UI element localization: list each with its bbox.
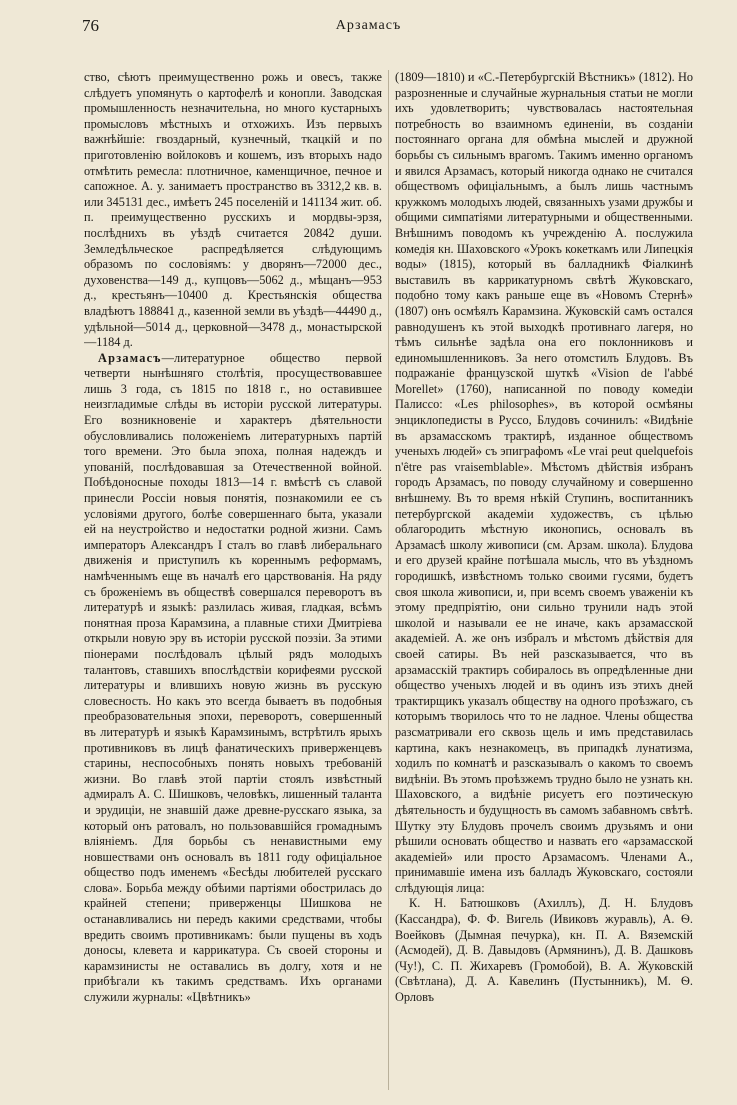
- paragraph-uezd-economy: ство, сѣютъ преимущественно рожь и овесъ, также слѣдуетъ упомянуть о картофелѣ и конопли. Заводская промышленность незначительна, но много кустарныхъ промысловъ мѣстныхъ и отхожихъ. Изъ первыхъ важнѣйшіе: гвоздарный, кузнечный, ткацкій и по приготовленію войлоковъ и кошемъ, изъ вторыхъ надо отмѣтить ремесла: плотничное, каменщичное, печное и сапожное. А. у. занимаетъ пространство въ 3312,2 кв. в. или 345131 дес., имѣетъ 245 поселеній и 141134 жит. об. п. преимущественно русскихъ и мордвы-эрзя, послѣднихъ въ уѣздѣ считается 20842 души. Земледѣльческое распредѣляется слѣдующимъ образомъ по сословіямъ: у дворянъ—72000 дес., духовенства—149 д., купцовъ—5062 д., мѣщанъ—953 д., крестьянъ—10400 д. Крестьянскія общества владѣютъ 188841 д., казенной земли въ уѣздѣ—44490 д., удѣльной—5014 д., церковной—3478 д., монастырской—1184 д.: [84, 70, 382, 350]
- page-number: 76: [82, 16, 99, 35]
- paragraph-society-history: (1809—1810) и «С.-Петербургскій Вѣстникъ» (1812). Но разрозненные и случайные журнальныя статьи не могли ихъ удовлетворить; чувствовалась настоятельная потребность во взаимномъ единеніи, въ созданіи постояннаго органа для обмѣна мыслей и дружной борьбы съ сильнымъ врагомъ. Такимъ именно органомъ и явился Арзамасъ, который никогда однако не считался обществомъ офиціальнымъ, а былъ лишь частнымъ кружкомъ молодыхъ людей, связанныхъ узами дружбы и общими симпатіями литературными и общественными. Внѣшнимъ поводомъ къ учрежденію А. послужила комедія кн. Шаховского «Урокъ кокеткамъ или Липецкія воды» (1815), который въ балладникѣ Фіалкинѣ выставилъ въ каррикатурномъ свѣтѣ Жуковскаго, подобно тому какъ раньше еще въ «Новомъ Стернѣ» (1807) онъ осмѣялъ Карамзина. Жуковскій самъ остался равнодушенъ къ этой выходкѣ противнаго лагеря, но тѣмъ сильнѣе задѣла она его поклонниковъ и единомышленниковъ. За него отомстилъ Блудовъ. Въ подражаніе французской шуткѣ «Vision de l'abbé Morellet» (1760), написанной по поводу комедіи Палиссо: «Les philosophes», въ которой осмѣяны энциклопедисты в Руссо, Блудовъ сочинилъ: «Видѣніе въ арзамасскомъ трактирѣ, изданное обществомъ ученыхъ людей» съ эпиграфомъ «Le vrai peut quelquefois n'être pas vraisemblable». Мѣстомъ дѣйствія избранъ городъ Арзамасъ, по поводу случайному и совершенно внѣшнему. Въ то время нѣкій Ступинъ, воспитанникъ петербургской академіи художествъ, съ цѣлью облагородить мѣстную иконопись, основалъ въ Арзамасѣ школу живописи (см. Арзам. школа). Блудова и его друзей крайне потѣшала мысль, что въ уѣздномъ городишкѣ, извѣстномъ только своими гусями, будетъ своя школа живописи, и, при всемъ своемъ уваженіи къ этому предпріятію, они сильно трунили надъ этой школой и называли ее не иначе, какъ арзамасской академіей. А. же онъ избралъ и мѣстомъ дѣйствія для своей сатиры. Въ ней разсказывается, что въ арзамасскій трактиръ собиралось въ опредѣленные дни общество ученыхъ людей и въ одинъ изъ этихъ дней трактирщикъ указалъ обществу на одного проѣзжаго, съ которымъ творилось что то не ладное. Члены общества разсматривали его сквозь щель и имъ представилась картина, какъ незнакомецъ, въ припадкѣ лунатизма, ходилъ по комнатѣ и разсказывалъ о какомъ то своемъ видѣніи. Въ этомъ проѣзжемъ трудно было не узнать кн. Шаховского, а видѣніе рисуетъ его поэтическую дѣятельность и будущность въ самомъ забавномъ свѣтѣ. Шутку эту Блудовъ прочелъ своимъ друзьямъ и они рѣшили основать общество и назвать его «арзамасской академіей» или просто Арзамасомъ. Членами А., принимавшіе имена изъ балладъ Жуковскаго, состояли слѣдующія лица:: [395, 70, 693, 895]
- column-divider: [388, 70, 389, 1090]
- right-column: [395, 70, 693, 1095]
- paragraph-members-list: К. Н. Батюшковъ (Ахиллъ), Д. Н. Блудовъ (Кассандра), Ф. Ф. Вигель (Ивиковъ журавль), А. Ѳ. Воейковъ (Дымная печурка), кн. П. А. Вяземскій (Асмодей), Д. В. Давыдовъ (Армянинъ), Д. В. Дашковъ (Чу!), С. П. Жихаревъ (Громобой), В. А. Жуковскій (Свѣтлана), Д. А. Кавелинъ (Пустынникъ), М. Ѳ. Орловъ: [395, 896, 693, 1005]
- running-title: Арзамасъ: [335, 18, 402, 33]
- article-arzamas-society: [84, 351, 382, 1006]
- left-column: [84, 70, 382, 1095]
- article-body: —литературное общество первой четверти нынѣшняго столѣтія, просуществовавшее лишь 3 года, съ 1815 по 1818 г., но оставившее неизгладимые слѣды въ исторіи русской литературы. Его возникновеніе и характеръ дѣятельности обусловливались положеніемъ литературныхъ партій того времени. Это была эпоха, полная надеждъ и упованій, послѣдовавшая за Отечественной войной. Побѣдоносные походы 1813—14 г. вмѣстѣ съ славой принесли Россіи новыя понятія, познакомили ее съ условіями другого, болѣе совершеннаго быта, указали ей на неустройство и недостатки родной жизни. Самъ императоръ Александръ I сталъ во главѣ либеральнаго движенія и приступилъ къ кореннымъ реформамъ, намѣченнымъ еще въ началѣ его царствованія. На ряду съ броженіемъ въ обществѣ совершался переворотъ въ литературѣ и языкѣ: разлилась живая, гладкая, всѣмъ понятная проза Карамзина, а плавные стихи Дмитріева открыли новую эру въ исторіи русской поэзіи. За этими піонерами послѣдовалъ цѣлый рядъ молодыхъ талантовъ, ставшихъ впослѣдствіи корифеями русской литературы и влившихъ новую жизнь въ русскую словесность. Но какъ это всегда бываетъ въ подобныя преобразовательныя эпохи, переворотъ, совершенный въ литературѣ и языкѣ Карамзинымъ, встрѣтилъ ярыхъ противниковъ въ лицѣ фанатическихъ приверженцевъ старины, неспособныхъ понять новыхъ требованій жизни. Во главѣ этой партіи стоялъ извѣстный адмиралъ А. С. Шишковъ, человѣкъ, лишенный таланта и эрудиціи, не знавшій даже древне-русскаго языка, за который онъ ратовалъ, но пользовавшійся громаднымъ вліяніемъ. Для борьбы съ ненавистными ему новшествами онъ основалъ въ 1811 году офиціальное общество подъ именемъ «Бесѣды любителей русскаго слова». Борьба между обѣими партіями обострилась до крайней степени; приверженцы Шишкова не останавливались ни передъ какими средствами, чтобы вредить своимъ противникамъ: были пущены въ ходъ доносы, клевета и каррикатура. Съ своей стороны и карамзинисты не оставались въ долгу, хотя и не прибѣгали къ такимъ средствамъ. Ихъ органами служили журналы: «Цвѣтникъ»: [84, 350, 382, 1005]
- article-headword: Арзамасъ: [98, 350, 162, 365]
